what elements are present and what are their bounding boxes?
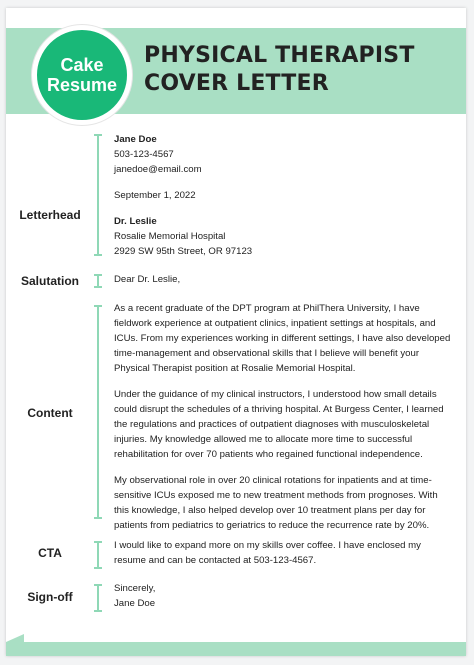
content-bracket-bottom — [94, 517, 102, 519]
footer-notch — [6, 634, 24, 642]
section-label-letterhead: Letterhead — [19, 208, 81, 222]
cakeresume-logo — [32, 25, 132, 125]
signoff-closing: Sincerely, — [114, 583, 156, 594]
salutation-text: Dear Dr. Leslie, — [114, 274, 181, 285]
sender-email: janedoe@email.com — [114, 164, 202, 175]
signoff-name: Jane Doe — [114, 598, 156, 609]
content-paragraph-2: Under the guidance of my clinical instructors, I understood how small details could disrupt the schedules of a thriving hospital. At Burgess Center, I learned the regulations and practices of outpatient diagnoses with musculoskeletal injuries. My knowledge allowed me to allocate more time to successful rehabilitation for over 70 patients who regained functional independence. — [114, 389, 444, 460]
section-label-signoff: Sign-off — [27, 590, 73, 604]
salutation-block — [114, 272, 454, 287]
recipient-address: 2929 SW 95th Street, OR 97123 — [114, 246, 253, 257]
signoff-block — [114, 581, 454, 611]
content-bracket — [97, 305, 99, 519]
content-paragraph-1: As a recent graduate of the DPT program at PhilThera University, I have fieldwork experience at outpatient clinics, inpatient settings at hospitals, and ICUs. From my experiences working in different settings, I have also developed time-management and observational skills that I believe will benefit your Physical Therapist position at Rosalie Memorial Hospital. — [114, 303, 451, 374]
signoff-bracket-top — [94, 584, 102, 586]
sender-name: Jane Doe — [114, 134, 157, 145]
salutation-bracket-top — [94, 274, 102, 276]
letter-date: September 1, 2022 — [114, 190, 196, 201]
signoff-bracket — [97, 584, 99, 612]
cta-text: I would like to expand more on my skills over coffee. I have enclosed my resume and can be contacted at 503-123-4567. — [114, 540, 421, 566]
cta-bracket-top — [94, 541, 102, 543]
section-label-content: Content — [27, 406, 73, 420]
recipient-hospital: Rosalie Memorial Hospital — [114, 231, 226, 242]
content-bracket-top — [94, 305, 102, 307]
cover-letter-page — [6, 8, 466, 656]
recipient-name: Dr. Leslie — [114, 216, 157, 227]
letterhead-bracket-top — [94, 134, 102, 136]
title-line-2: COVER LETTER — [144, 71, 329, 96]
cta-bracket-bottom — [94, 567, 102, 569]
letterhead-bracket-bottom — [94, 254, 102, 256]
letterhead-bracket — [97, 134, 99, 256]
signoff-bracket-bottom — [94, 610, 102, 612]
salutation-bracket-bottom — [94, 286, 102, 288]
title-line-1: PHYSICAL THERAPIST — [144, 43, 415, 68]
sender-phone: 503-123-4567 — [114, 149, 174, 160]
cta-bracket — [97, 541, 99, 569]
section-label-salutation: Salutation — [20, 274, 79, 288]
cta-block — [114, 538, 454, 568]
letterhead-block — [114, 132, 454, 259]
logo-line-2: Resume — [46, 75, 118, 95]
page-title — [144, 42, 464, 98]
section-label-cta: CTA — [38, 546, 62, 560]
content-paragraph-3: My observational role in over 20 clinical rotations for inpatients and at time-sensitive ICUs exposed me to new treatment methods from prognoses. With this knowledge, I also helped develop over 10 treatment plans per day for patients from pediatrics to geriatrics to reduce the recurrence rate by 20%. — [114, 475, 438, 531]
logo-line-1: Cake — [60, 55, 104, 75]
content-block — [114, 301, 454, 533]
footer-band — [6, 642, 466, 656]
